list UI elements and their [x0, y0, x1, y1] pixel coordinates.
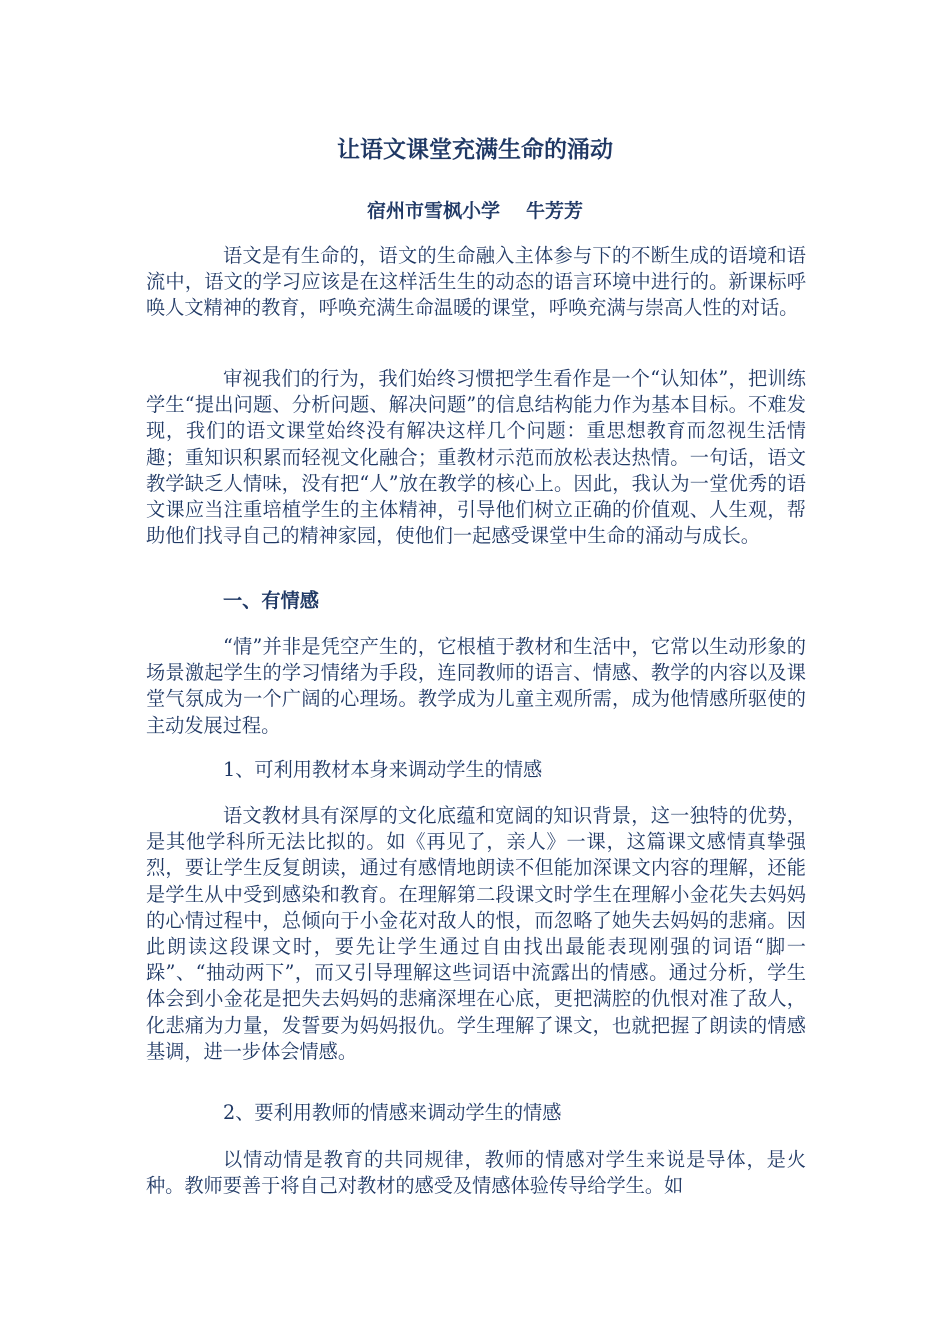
subsection-2-text: 以情动情是教育的共同规律，教师的情感对学生来说是导体，是火种。教师要善于将自己对教材的感受及情感体验传导给学生。如 [146, 1148, 806, 1198]
author-school: 宿州市雪枫小学 [366, 200, 500, 222]
section-heading-1: 一、有情感 [223, 589, 319, 612]
subsection-heading-1: 1、可利用教材本身来调动学生的情感 [223, 758, 543, 781]
author-name: 牛芳芳 [526, 200, 584, 222]
section-1-intro: “情”并非是凭空产生的，它根植于教材和生活中，它常以生动形象的场景激起学生的学习情绪为手段，连同教师的语言、情感、教学的内容以及课堂气氛成为一个广阔的心理场。教学成为儿童主观所需，成为他情感所驱使的主动发展过程。 [146, 635, 806, 737]
document-title: 让语文课堂充满生命的涌动 [337, 136, 613, 163]
subsection-1-text: 语文教材具有深厚的文化底蕴和宽阔的知识背景，这一独特的优势，是其他学科所无法比拟的。如《再见了，亲人》一课，这篇课文感情真挚强烈，要让学生反复朗读，通过有感情地朗读不但能加深课文内容的理解，还能是学生从中受到感染和教育。在理解第二段课文时学生在理解小金花失去妈妈的心情过程中，总倾向于小金花对敌人的恨，而忽略了她失去妈妈的悲痛。因此朗读这段课文时，要先让学生通过自由找出最能表现刚强的词语“脚一跺”、“抽动两下”，而又引导理解这些词语中流露出的情感。通过分析，学生体会到小金花是把失去妈妈的悲痛深埋在心底，更把满腔的仇恨对准了敌人，化悲痛为力量，发誓要为妈妈报仇。学生理解了课文，也就把握了朗读的情感基调，进一步体会情感。 [146, 804, 806, 1063]
intro-paragraph-2: 审视我们的行为，我们始终习惯把学生看作是一个“认知体”，把训练学生“提出问题、分析问题、解决问题”的信息结构能力作为基本目标。不难发现，我们的语文课堂始终没有解决这样几个问题：重思想教育而忽视生活情趣；重知识积累而轻视文化融合；重教材示范而放松表达热情。一句话，语文教学缺乏人情味，没有把“人”放在教学的核心上。因此，我认为一堂优秀的语文课应当注重培植学生的主体精神，引导他们树立正确的价值观、人生观，帮助他们找寻自己的精神家园，使他们一起感受课堂中生命的涌动与成长。 [146, 367, 806, 548]
subsection-heading-2: 2、要利用教师的情感来调动学生的情感 [223, 1101, 562, 1124]
author-line [0, 197, 950, 225]
intro-paragraph-1: 语文是有生命的，语文的生命融入主体参与下的不断生成的语境和语流中，语文的学习应该是在这样活生生的动态的语言环境中进行的。新课标呼唤人文精神的教育，呼唤充满生命温暖的课堂，呼唤充满与崇高人性的对话。 [146, 244, 806, 320]
